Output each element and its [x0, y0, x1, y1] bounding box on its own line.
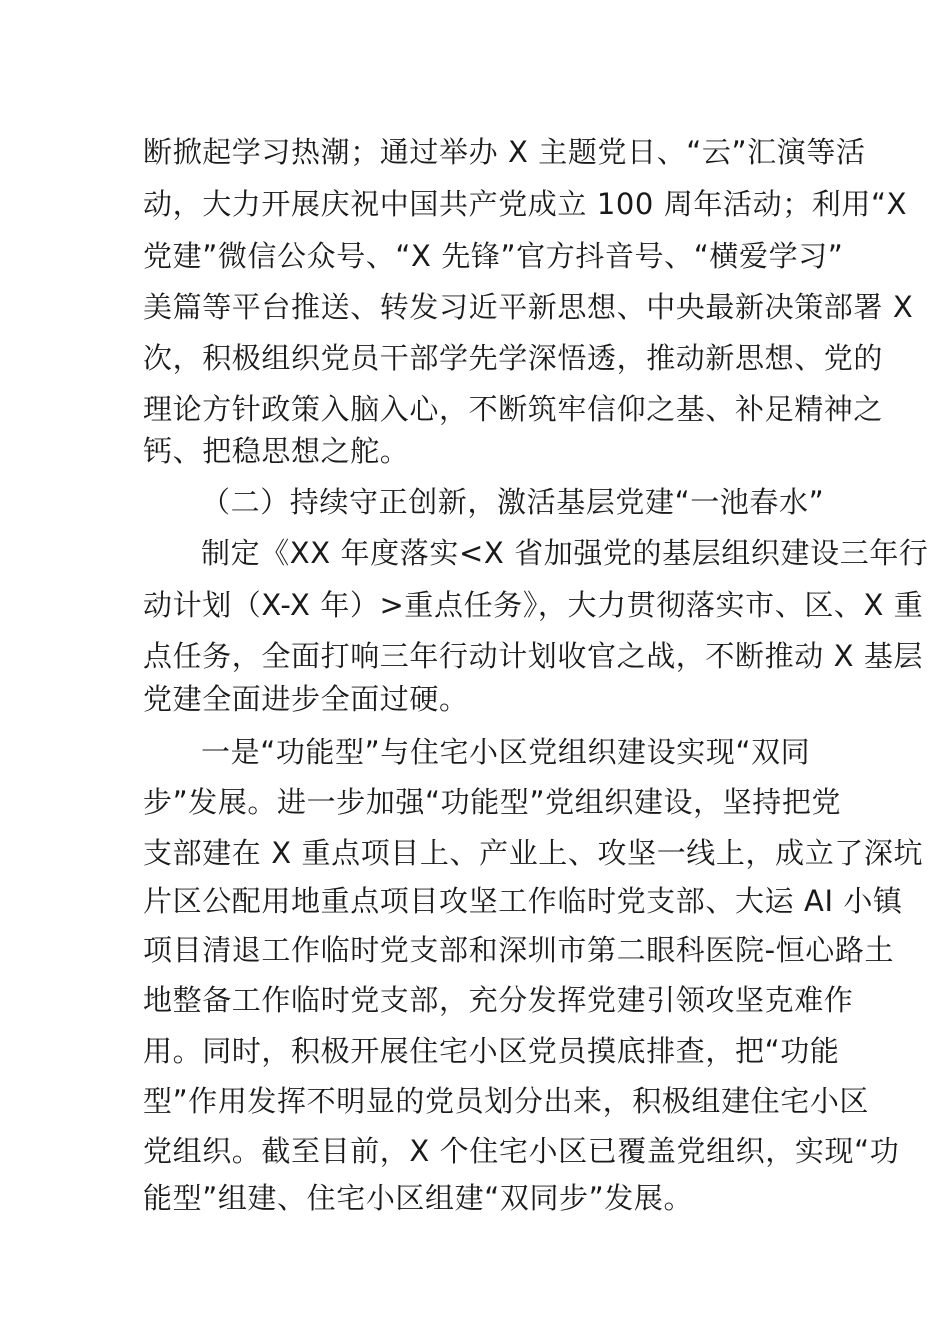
paragraph-first-line: 一是“功能型”与住宅小区党组织建设实现“双同 — [201, 735, 811, 769]
section-heading: （二）持续守正创新，激活基层党建“一池春水” — [201, 485, 825, 519]
text-line: 次，积极组织党员干部学先学深悟透，推动新思想、党的 — [143, 341, 884, 375]
paragraph-first-line: 制定《XX 年度落实<X 省加强党的基层组织建设三年行 — [201, 536, 929, 570]
text-line: 断掀起学习热潮；通过举办 X 主题党日、“云”汇演等活 — [143, 135, 866, 169]
text-line: 能型”组建、住宅小区组建“双同步”发展。 — [143, 1181, 694, 1215]
text-line: 钙、把稳思想之舵。 — [143, 434, 410, 468]
text-line: 美篇等平台推送、转发习近平新思想、中央最新决策部署 X — [143, 290, 914, 324]
text-line: 支部建在 X 重点项目上、产业上、攻坚一线上，成立了深坑 — [143, 836, 924, 870]
text-line: 地整备工作临时党支部，充分发挥党建引领攻坚克难作 — [143, 983, 854, 1017]
text-line: 动，大力开展庆祝中国共产党成立 100 周年活动；利用“X — [143, 187, 908, 221]
text-line: 党建”微信公众号、“X 先锋”官方抖音号、“横爱学习” — [143, 239, 844, 273]
text-line: 步”发展。进一步加强“功能型”党组织建设，坚持把党 — [143, 785, 842, 819]
text-line: 型”作用发挥不明显的党员划分出来，积极组建住宅小区 — [143, 1084, 870, 1118]
text-line: 党组织。截至目前，X 个住宅小区已覆盖党组织，实现“功 — [143, 1134, 900, 1168]
text-line: 动计划（X-X 年）>重点任务》，大力贯彻落实市、区、X 重 — [143, 588, 924, 622]
text-line: 点任务，全面打响三年行动计划收官之战，不断推动 X 基层 — [143, 639, 924, 673]
text-line: 片区公配用地重点项目攻坚工作临时党支部、大运 AI 小镇 — [143, 884, 903, 918]
text-line: 党建全面进步全面过硬。 — [143, 682, 469, 716]
text-line: 项目清退工作临时党支部和深圳市第二眼科医院-恒心路土 — [143, 933, 895, 967]
text-line: 用。同时，积极开展住宅小区党员摸底排查，把“功能 — [143, 1034, 840, 1068]
text-line: 理论方针政策入脑入心，不断筑牢信仰之基、补足精神之 — [143, 392, 884, 426]
